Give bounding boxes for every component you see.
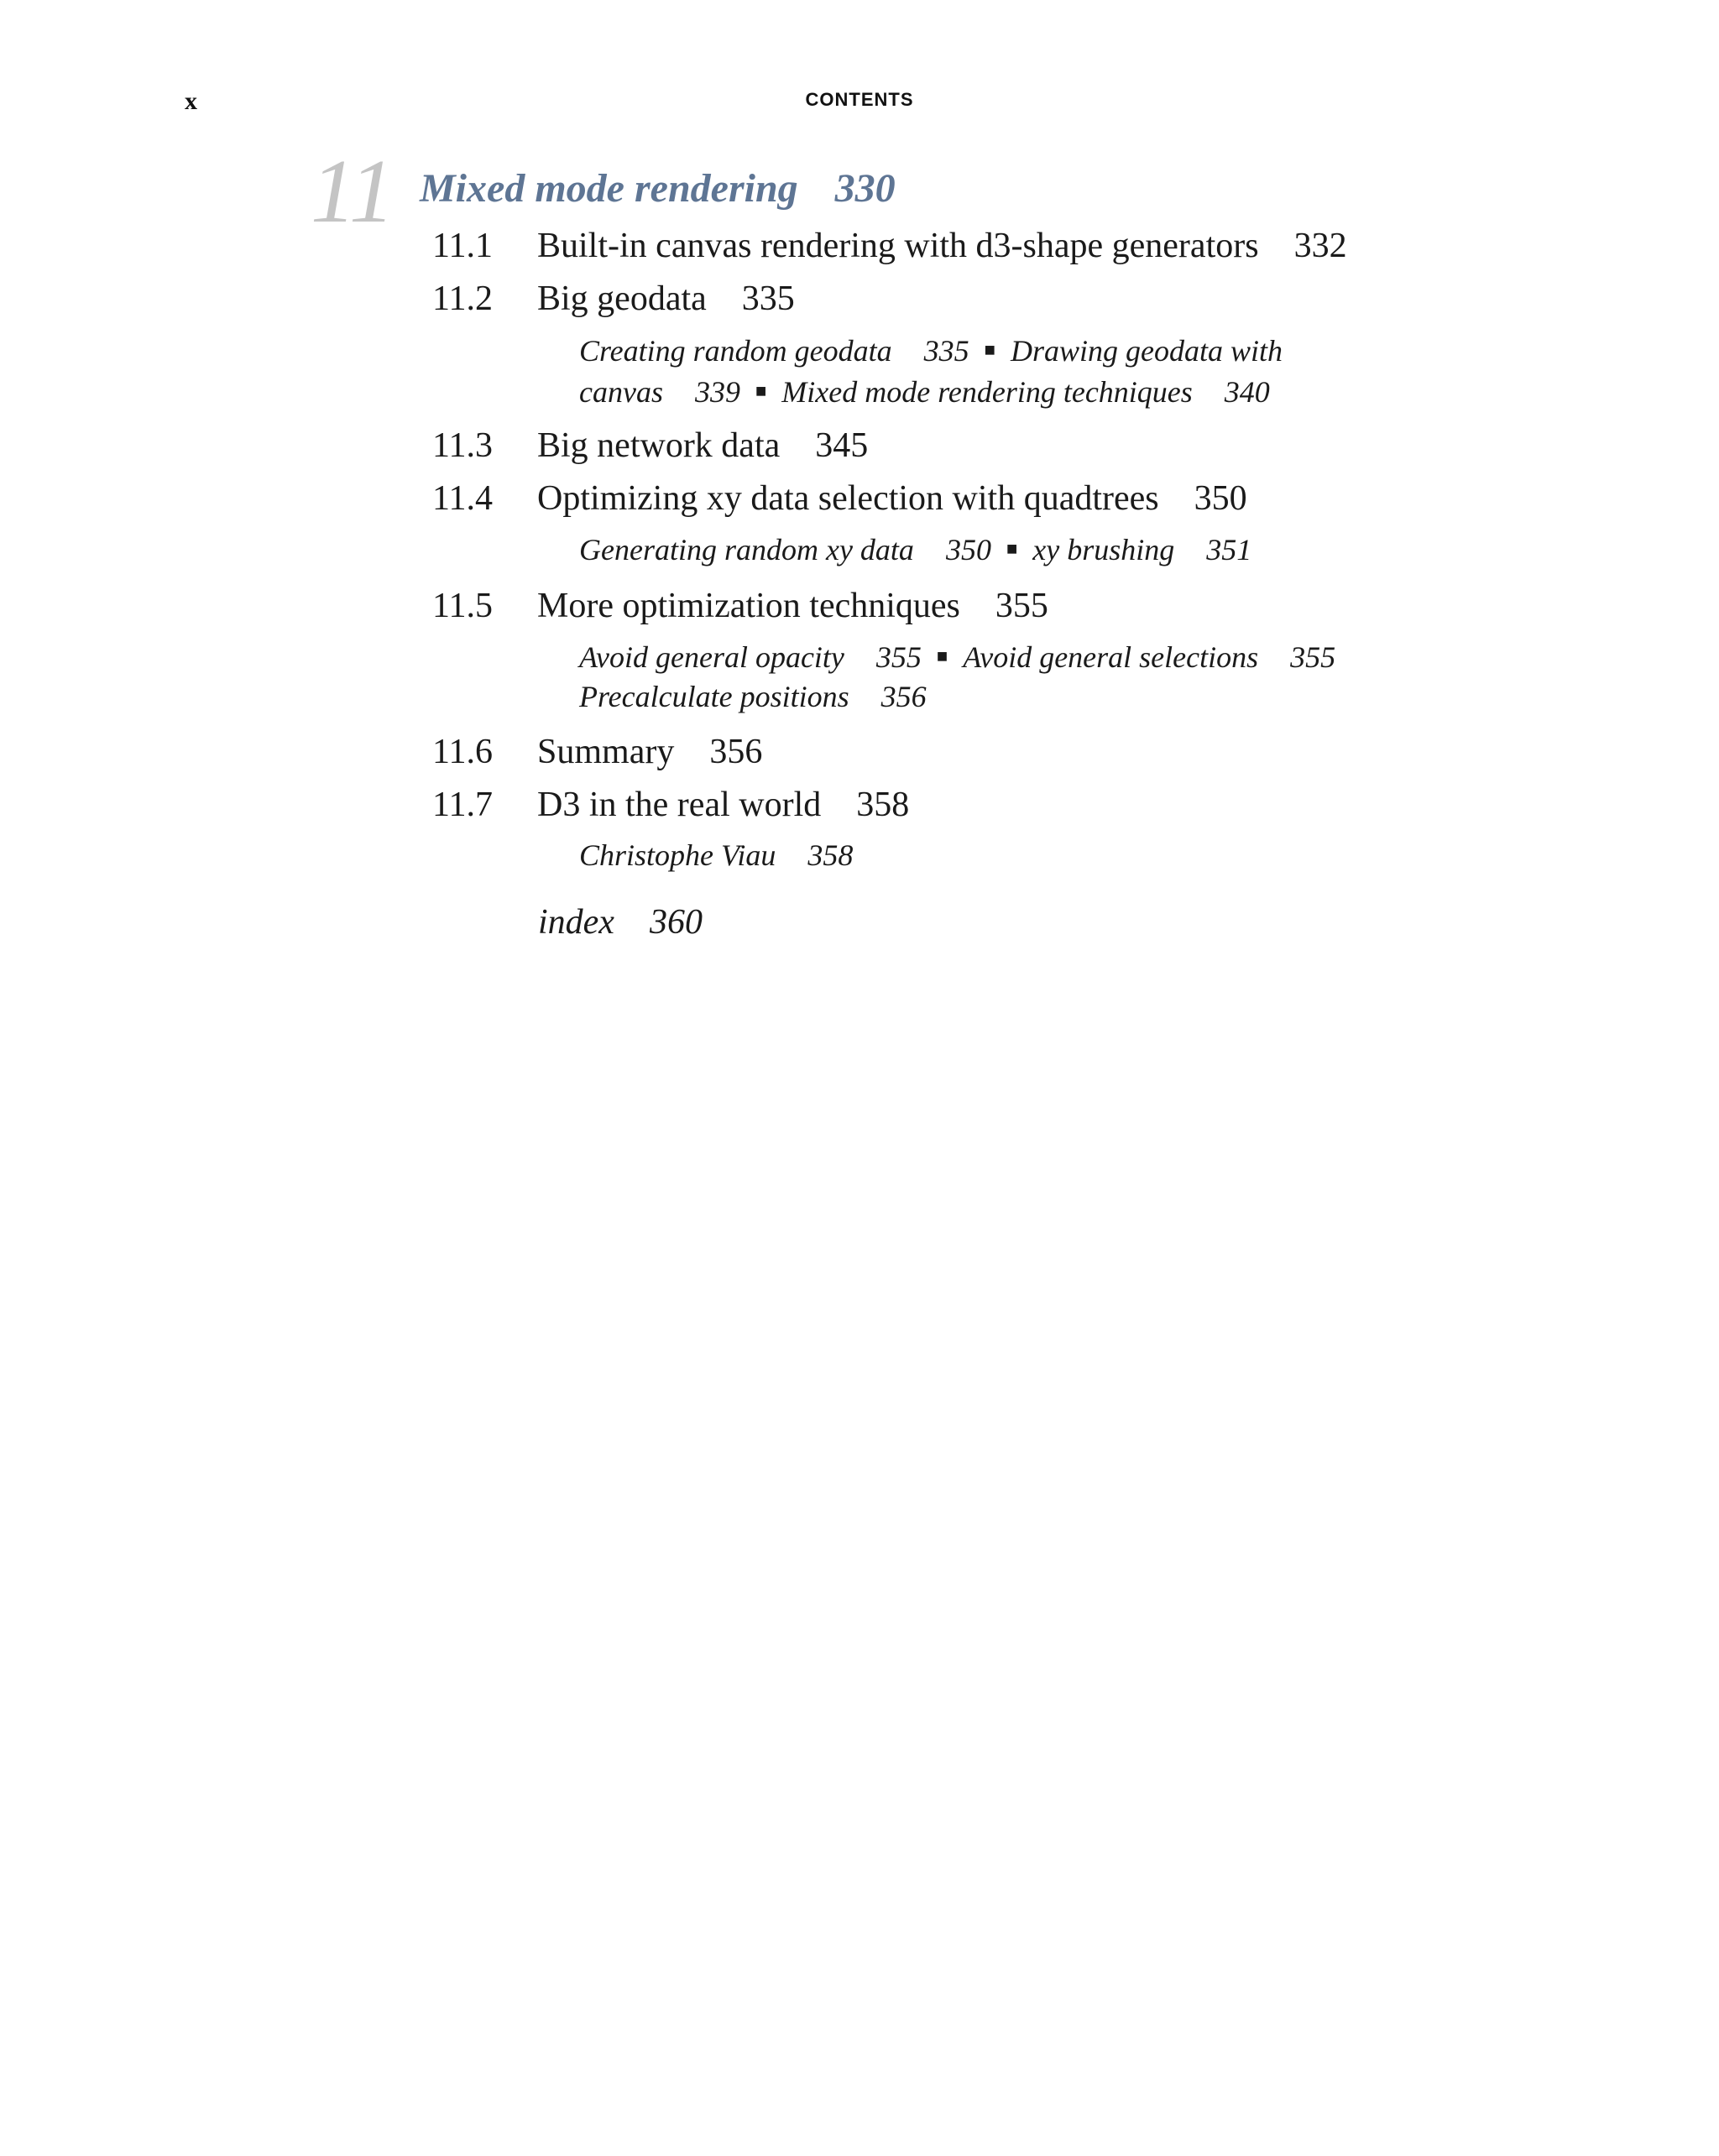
section-page: 355 [995, 587, 1048, 625]
subsection-list-11-7 [579, 836, 853, 875]
index-entry[interactable] [538, 901, 703, 943]
page-number: x [185, 87, 197, 115]
section-number: 11.3 [432, 426, 493, 465]
section-page: 335 [741, 279, 795, 318]
section-page: 345 [815, 426, 869, 465]
subsection-title[interactable]: Avoid general opacity [579, 640, 844, 674]
section-number: 11.1 [432, 227, 493, 265]
subsection-line [579, 636, 1335, 677]
subsection-page: 335 [923, 334, 969, 368]
chapter-title-entry[interactable] [420, 164, 896, 213]
subsection-page: 351 [1206, 533, 1252, 566]
subsection-title-part[interactable]: Drawing geodata with [1010, 334, 1283, 368]
section-number: 11.2 [432, 279, 493, 318]
subsection-list-11-4 [579, 529, 1251, 570]
section-number: 11.6 [432, 733, 493, 771]
section-11-7[interactable] [432, 784, 909, 826]
section-11-6[interactable] [432, 731, 762, 773]
subsection-line [579, 836, 853, 875]
subsection-title[interactable]: Creating random geodata [579, 334, 892, 368]
section-11-1[interactable] [432, 225, 1347, 267]
chapter-number: 11 [311, 142, 394, 242]
bullet-separator: ■ [936, 645, 948, 666]
section-11-4[interactable] [432, 478, 1247, 519]
section-number: 11.7 [432, 786, 493, 824]
bullet-separator: ■ [755, 380, 767, 401]
section-title: Summary [537, 733, 675, 771]
subsection-title[interactable]: Precalculate positions [579, 680, 849, 713]
subsection-page: 356 [880, 680, 927, 713]
bullet-separator: ■ [1006, 538, 1018, 559]
subsection-page: 350 [945, 533, 991, 566]
section-page: 356 [709, 733, 763, 771]
subsection-page: 355 [1290, 640, 1336, 674]
section-number: 11.4 [432, 479, 493, 518]
subsection-title[interactable]: Generating random xy data [579, 533, 914, 566]
section-page: 332 [1293, 227, 1347, 265]
subsection-title[interactable]: Christophe Viau [579, 838, 776, 872]
section-title: Big geodata [537, 279, 707, 318]
section-11-5[interactable] [432, 585, 1048, 627]
section-number: 11.5 [432, 587, 493, 625]
section-title: Built-in canvas rendering with d3-shape generators [537, 227, 1259, 265]
subsection-list-11-2 [579, 330, 1283, 412]
section-11-2[interactable] [432, 278, 795, 320]
index-title: index [538, 903, 614, 942]
subsection-title[interactable]: Mixed mode rendering techniques [781, 375, 1193, 409]
section-11-3[interactable] [432, 425, 868, 467]
section-title: Big network data [537, 426, 781, 465]
subsection-title-part[interactable]: canvas [579, 375, 663, 409]
section-page: 358 [856, 786, 910, 824]
subsection-title[interactable]: xy brushing [1032, 533, 1175, 566]
subsection-page: 339 [694, 375, 740, 409]
section-title: More optimization techniques [537, 587, 960, 625]
subsection-page: 355 [875, 640, 922, 674]
section-page: 350 [1194, 479, 1247, 518]
subsection-list-11-5 [579, 636, 1335, 717]
chapter-title: Mixed mode rendering [420, 166, 798, 211]
running-head: CONTENTS [805, 89, 914, 110]
subsection-line [579, 529, 1251, 570]
subsection-page: 358 [807, 838, 854, 872]
index-page: 360 [649, 903, 703, 942]
section-title: D3 in the real world [537, 786, 822, 824]
subsection-line [579, 371, 1283, 412]
subsection-line [579, 330, 1283, 371]
subsection-title[interactable]: Avoid general selections [963, 640, 1259, 674]
subsection-line [579, 677, 1335, 717]
chapter-page: 330 [834, 166, 896, 211]
bullet-separator: ■ [984, 339, 995, 360]
subsection-page: 340 [1224, 375, 1270, 409]
section-title: Optimizing xy data selection with quadtrees [537, 479, 1159, 518]
